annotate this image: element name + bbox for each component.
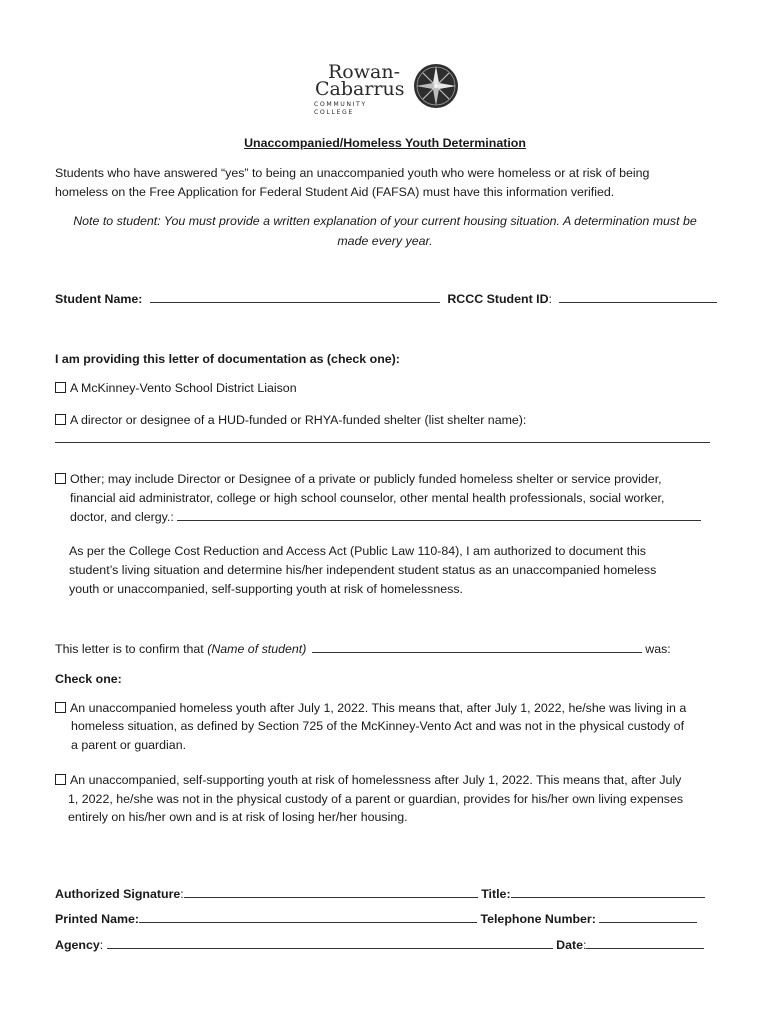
option-director [55, 411, 526, 430]
logo-line-1: Rowan- [328, 61, 400, 83]
option-other [55, 470, 662, 489]
authority-line-3: youth or unaccompanied, self-supporting youth at risk of homelessness. [69, 582, 463, 596]
note-line-1: Note to student: You must provide a written explanation of your current housing situation. A determination must be [73, 214, 697, 228]
agency-label: Agency [55, 938, 100, 952]
director-label: A director or designee of a HUD-funded or RHYA-funded shelter (list shelter name): [70, 413, 527, 427]
logo-line-3: COMMUNITY COLLEGE [314, 101, 367, 116]
confirm-prefix: This letter is to confirm that [55, 642, 208, 656]
check-homeless-row [55, 699, 686, 718]
intro-line-1: Students who have answered “yes” to being an unaccompanied youth who were homeless or at risk of being [55, 166, 650, 180]
homeless-checkbox[interactable] [55, 702, 66, 713]
telephone-field[interactable] [599, 912, 697, 923]
option-liaison [55, 379, 297, 398]
title-field[interactable] [511, 887, 705, 898]
student-name-field[interactable] [150, 292, 440, 303]
intro-line-2: homeless on the Free Application for Federal Student Aid (FAFSA) must have this information verified. [55, 185, 615, 199]
student-id-label: RCCC Student ID [447, 292, 549, 306]
atrisk-checkbox[interactable] [55, 774, 66, 785]
printed-name-label: Printed Name: [55, 912, 139, 926]
other-label-line-2: financial aid administrator, college or high school counselor, other mental health professionals, social worker, [70, 491, 665, 505]
authorized-signature-field[interactable] [184, 887, 478, 898]
other-label-line-3-row [70, 508, 701, 527]
document-title: Unaccompanied/Homeless Youth Determination [244, 136, 526, 150]
homeless-line-2: homeless situation, as defined by Section 725 of the McKinney-Vento Act and was not in the physical custody of [71, 719, 685, 733]
other-field[interactable] [177, 510, 701, 521]
college-logo [312, 61, 462, 116]
check-one-heading: Check one: [55, 672, 122, 686]
compass-icon [412, 62, 460, 110]
providing-heading: I am providing this letter of documentation as (check one): [55, 352, 400, 366]
other-label-line-1: Other; may include Director or Designee of a private or publicly funded homeless shelter or service provider, [70, 472, 662, 486]
confirm-name-hint: (Name of student) [207, 642, 307, 656]
logo-line-2: Cabarrus [315, 78, 405, 100]
confirm-suffix: was: [645, 642, 671, 656]
printed-name-row [55, 910, 697, 929]
liaison-label: A McKinney-Vento School District Liaison [70, 381, 297, 395]
telephone-label: Telephone Number: [480, 912, 596, 926]
shelter-name-field[interactable] [55, 442, 710, 443]
date-field[interactable] [586, 938, 704, 949]
date-label: Date [556, 938, 583, 952]
authority-line-2: student’s living situation and determine his/her independent student status as an unaccompanied homeless [69, 563, 657, 577]
authority-line-1: As per the College Cost Reduction and Access Act (Public Law 110-84), I am authorized to document this [69, 544, 646, 558]
homeless-line-3: a parent or guardian. [71, 738, 187, 752]
check-atrisk-row [55, 771, 681, 790]
student-name-label: Student Name: [55, 292, 143, 306]
liaison-checkbox[interactable] [55, 382, 66, 393]
note-line-2: made every year. [337, 234, 433, 248]
confirm-row [55, 640, 671, 659]
authorized-signature-label: Authorized Signature [55, 887, 181, 901]
authorized-signature-row: Authorized Signature: Title: [55, 885, 705, 904]
director-checkbox[interactable] [55, 414, 66, 425]
atrisk-line-3: entirely on his/her own and is at risk of losing her/her housing. [68, 810, 408, 824]
student-name-row: Student Name: RCCC Student ID: [55, 290, 717, 309]
student-id-field[interactable] [559, 292, 717, 303]
confirm-student-name-field[interactable] [312, 642, 642, 653]
other-checkbox[interactable] [55, 473, 66, 484]
title-label: Title: [481, 887, 511, 901]
agency-field[interactable] [107, 938, 553, 949]
printed-name-field[interactable] [139, 912, 477, 923]
other-label-line-3: doctor, and clergy.: [70, 510, 174, 524]
agency-row: Agency: Date: [55, 936, 704, 955]
atrisk-line-2: 1, 2022, he/she was not in the physical custody of a parent or guardian, provides for his/her own living expenses [68, 792, 684, 806]
homeless-line-1: An unaccompanied homeless youth after July 1, 2022. This means that, after July 1, 2022, he/she was living in a [70, 701, 687, 715]
atrisk-line-1: An unaccompanied, self-supporting youth at risk of homelessness after July 1, 2022. This means that, after July [70, 773, 682, 787]
